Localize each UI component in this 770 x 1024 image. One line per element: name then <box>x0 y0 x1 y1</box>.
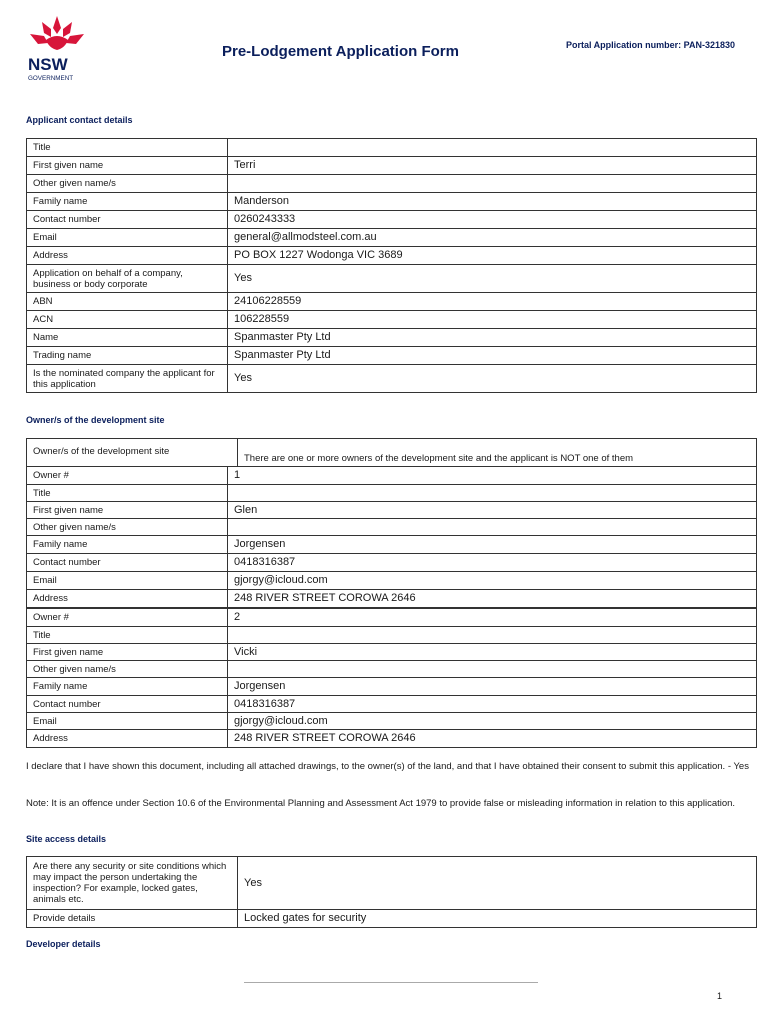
row-label: Email <box>27 229 228 247</box>
table-row <box>27 644 757 661</box>
row-value: Locked gates for security <box>238 910 757 928</box>
table-row <box>27 536 757 554</box>
row-value: 248 RIVER STREET COROWA 2646 <box>228 730 757 748</box>
table-row <box>27 229 757 247</box>
row-label: Address <box>27 247 228 265</box>
table-row <box>27 713 757 730</box>
row-label: Are there any security or site conditions which may impact the person undertaking the inspection? For example, locked gates, animals etc. <box>27 857 238 910</box>
row-label: ABN <box>27 293 228 311</box>
row-value: 24106228559 <box>228 293 757 311</box>
row-value: There are one or more owners of the development site and the applicant is NOT one of them <box>238 439 757 467</box>
table-row <box>27 554 757 572</box>
table-row <box>27 502 757 519</box>
row-value: Terri <box>228 157 757 175</box>
row-label: Provide details <box>27 910 238 928</box>
row-label: Title <box>27 627 228 644</box>
row-label: Title <box>27 485 228 502</box>
row-value: 248 RIVER STREET COROWA 2646 <box>228 590 757 608</box>
row-value <box>228 627 757 644</box>
row-value: PO BOX 1227 Wodonga VIC 3689 <box>228 247 757 265</box>
row-label: Email <box>27 713 228 730</box>
row-label: Contact number <box>27 696 228 713</box>
row-label: First given name <box>27 157 228 175</box>
row-label: Name <box>27 329 228 347</box>
logo-text: NSW <box>28 55 68 74</box>
row-label: First given name <box>27 644 228 661</box>
row-label: First given name <box>27 502 228 519</box>
table-row <box>27 365 757 393</box>
table-row <box>27 730 757 748</box>
owner-1-table <box>26 466 757 608</box>
site-access-table <box>26 856 757 928</box>
row-label: Title <box>27 139 228 157</box>
row-label: Family name <box>27 678 228 696</box>
row-label: Address <box>27 730 228 748</box>
table-row <box>27 661 757 678</box>
table-row <box>27 609 757 627</box>
page-title: Pre-Lodgement Application Form <box>222 43 459 60</box>
row-value <box>228 661 757 678</box>
row-value <box>228 485 757 502</box>
owners-intro-table <box>26 438 757 467</box>
table-row <box>27 175 757 193</box>
row-label: Other given name/s <box>27 519 228 536</box>
row-label: Contact number <box>27 554 228 572</box>
row-value: Jorgensen <box>228 536 757 554</box>
row-value: Yes <box>238 857 757 910</box>
applicant-section-heading: Applicant contact details <box>26 115 133 125</box>
row-label: Is the nominated company the applicant for this application <box>27 365 228 393</box>
table-row <box>27 627 757 644</box>
row-value <box>228 139 757 157</box>
row-value: 2 <box>228 609 757 627</box>
owner-2-table <box>26 608 757 748</box>
row-label: Contact number <box>27 211 228 229</box>
row-label: Family name <box>27 193 228 211</box>
offence-note: Note: It is an offence under Section 10.6 of the Environmental Planning and Assessment Act 1979 to provide false or misleading information in relation to this application. <box>26 798 736 809</box>
row-value: 1 <box>228 467 757 485</box>
row-label: Family name <box>27 536 228 554</box>
row-value: gjorgy@icloud.com <box>228 713 757 730</box>
row-label: Email <box>27 572 228 590</box>
row-value: Vicki <box>228 644 757 661</box>
row-value: general@allmodsteel.com.au <box>228 229 757 247</box>
table-row <box>27 519 757 536</box>
row-value: Yes <box>228 365 757 393</box>
table-row <box>27 347 757 365</box>
table-row <box>27 678 757 696</box>
row-value: gjorgy@icloud.com <box>228 572 757 590</box>
table-row <box>27 193 757 211</box>
developer-section-heading: Developer details <box>26 939 101 949</box>
row-label: Owner/s of the development site <box>27 439 238 467</box>
row-value: 106228559 <box>228 311 757 329</box>
row-label: Owner # <box>27 467 228 485</box>
table-row <box>27 572 757 590</box>
table-row <box>27 157 757 175</box>
row-value <box>228 175 757 193</box>
table-row <box>27 293 757 311</box>
table-row <box>27 211 757 229</box>
row-value: Yes <box>228 265 757 293</box>
table-row <box>27 467 757 485</box>
logo-subtext: GOVERNMENT <box>28 75 74 82</box>
table-row <box>27 910 757 928</box>
page-number: 1 <box>717 991 723 1001</box>
owner-consent-declaration: I declare that I have shown this document, including all attached drawings, to the owner(s) of the land, and that I have obtained their consent to submit this application. - Yes <box>26 761 749 772</box>
footer-divider <box>244 982 538 983</box>
nsw-government-logo <box>24 14 90 84</box>
row-value: Spanmaster Pty Ltd <box>228 347 757 365</box>
row-label: Address <box>27 590 228 608</box>
row-value: 0418316387 <box>228 554 757 572</box>
row-label: Trading name <box>27 347 228 365</box>
row-value: Jorgensen <box>228 678 757 696</box>
table-row <box>27 857 757 910</box>
owners-section-heading: Owner/s of the development site <box>26 415 165 425</box>
table-row <box>27 590 757 608</box>
table-row <box>27 265 757 293</box>
table-row <box>27 696 757 713</box>
row-label: Other given name/s <box>27 175 228 193</box>
site-access-section-heading: Site access details <box>26 834 107 844</box>
applicant-contact-table <box>26 138 757 393</box>
portal-application-number: Portal Application number: PAN-321830 <box>566 40 736 50</box>
table-row <box>27 329 757 347</box>
table-row <box>27 247 757 265</box>
row-label: Application on behalf of a company, business or body corporate <box>27 265 228 293</box>
table-row <box>27 485 757 502</box>
table-row <box>27 439 757 467</box>
row-value: Spanmaster Pty Ltd <box>228 329 757 347</box>
row-label: ACN <box>27 311 228 329</box>
table-row <box>27 311 757 329</box>
table-row <box>27 139 757 157</box>
row-value: Manderson <box>228 193 757 211</box>
row-value: 0260243333 <box>228 211 757 229</box>
row-value: 0418316387 <box>228 696 757 713</box>
row-value <box>228 519 757 536</box>
row-value: Glen <box>228 502 757 519</box>
row-label: Owner # <box>27 609 228 627</box>
row-label: Other given name/s <box>27 661 228 678</box>
